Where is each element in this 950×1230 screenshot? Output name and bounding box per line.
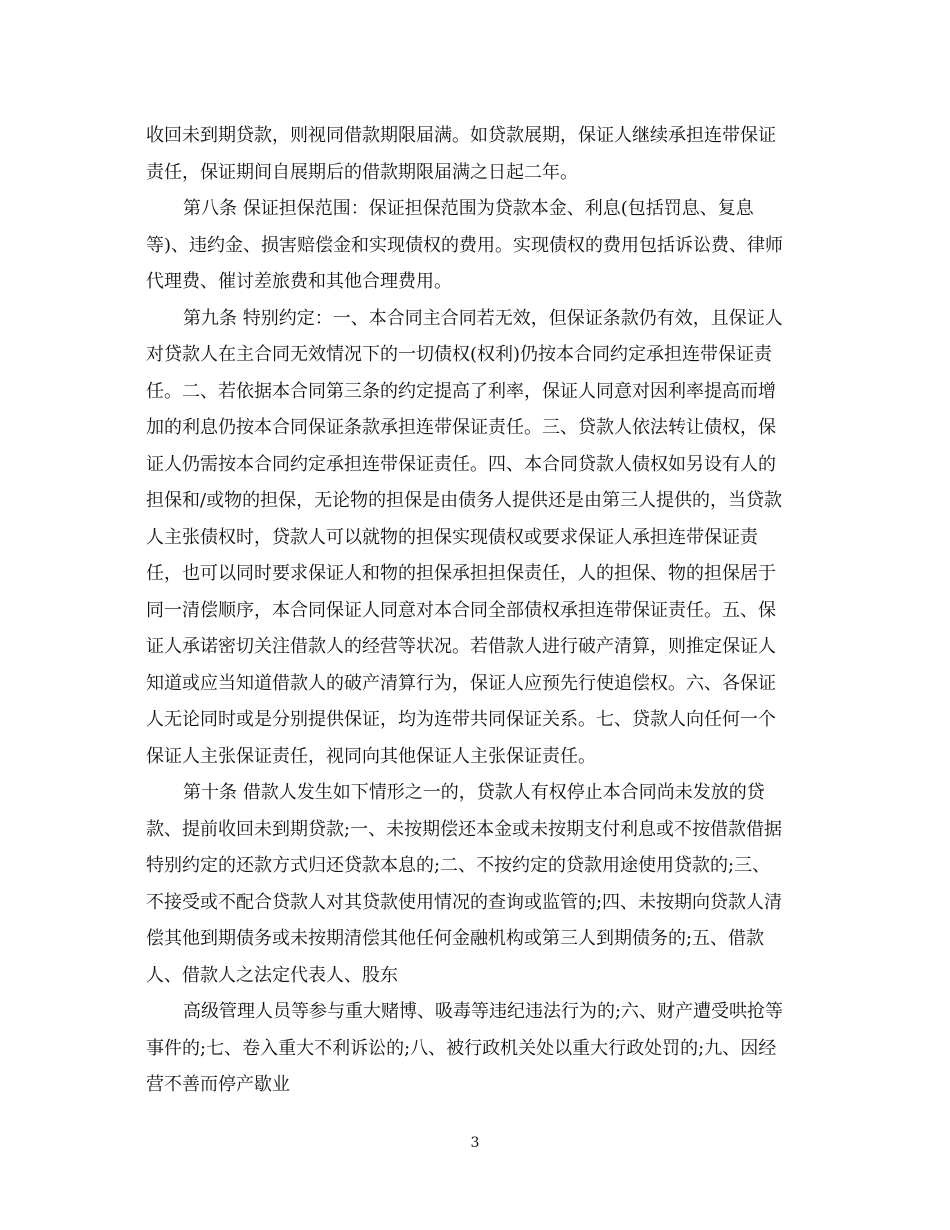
text-line-6-article-9: 第九条 特别约定：一、本合同主合同若无效，但保证条款仍有效，且保证人 [183,307,783,329]
text-line-16: 知道或应当知道借款人的破产清算行为，保证人应预先行使追偿权。六、各保证 [146,672,776,694]
text-line-1: 收回未到期贷款，则视同借款期限届满。如贷款展期，保证人继续承担连带保证 [146,125,776,146]
text-line-15: 证人承诺密切关注借款人的经营等状况。若借款人进行破产清算，则推定保证人 [146,636,776,657]
page-number: 3 [470,1135,480,1151]
text-line-21: 特别约定的还款方式归还贷款本息的;二、不按约定的贷款用途使用贷款的;三、 [146,855,771,876]
document-body [146,118,804,1104]
text-line-9: 加的利息仍按本合同保证条款承担连带保证责任。三、贷款人依法转让债权，保 [146,417,776,438]
text-line-25: 高级管理人员等参与重大赌博、吸毒等违纪违法行为的;六、财产遭受哄抢等 [183,1001,784,1022]
text-line-5: 代理费、催讨差旅费和其他合理费用。 [146,271,452,292]
text-line-19-article-10: 第十条 借款人发生如下情形之一的，贷款人有权停止本合同尚未发放的贷 [183,782,765,803]
text-line-2: 责任，保证期间自展期后的借款期限届满之日起二年。 [146,161,578,183]
text-line-11: 担保和/或物的担保，无论物的担保是由债务人提供还是由第三人提供的，当贷款 [146,490,783,511]
text-line-10: 证人仍需按本合同约定承担连带保证责任。四、本合同贷款人债权如另设有人的 [146,453,776,475]
text-line-26: 事件的;七、卷入重大不利诉讼的;八、被行政机关处以重大行政处罚的;九、因经 [146,1037,777,1059]
text-line-20: 款、提前收回未到期贷款;一、未按期偿还本金或未按期支付利息或不按借款借据 [146,818,783,840]
text-line-23: 偿其他到期债务或未按期清偿其他任何金融机构或第三人到期债务的;五、借款 [146,928,765,949]
text-line-18: 保证人主张保证责任，视同向其他保证人主张保证责任。 [146,745,596,767]
text-line-3-article-8: 第八条 保证担保范围：保证担保范围为贷款本金、利息(包括罚息、复息 [183,198,754,219]
text-line-12: 人主张债权时，贷款人可以就物的担保实现债权或要求保证人承担连带保证责 [146,526,758,548]
text-line-7: 对贷款人在主合同无效情况下的一切债权(权利)仍按本合同约定承担连带保证责 [146,344,773,365]
text-line-27: 营不善而停产歇业 [146,1074,290,1095]
text-line-13: 任，也可以同时要求保证人和物的担保承担担保责任，人的担保、物的担保居于 [146,563,776,584]
text-line-22: 不接受或不配合贷款人对其贷款使用情况的查询或监管的;四、未按期向贷款人清 [146,891,783,913]
text-line-24: 人、借款人之法定代表人、股东 [146,964,398,986]
text-line-4: 等)、违约金、损害赔偿金和实现债权的费用。实现债权的费用包括诉讼费、律师 [146,234,784,256]
text-line-8: 任。二、若依据本合同第三条的约定提高了利率，保证人同意对因利率提高而增 [146,380,776,402]
text-line-17: 人无论同时或是分别提供保证，均为连带共同保证关系。七、贷款人向任何一个 [146,709,776,730]
text-line-14: 同一清偿顺序，本合同保证人同意对本合同全部债权承担连带保证责任。五、保 [146,599,776,621]
